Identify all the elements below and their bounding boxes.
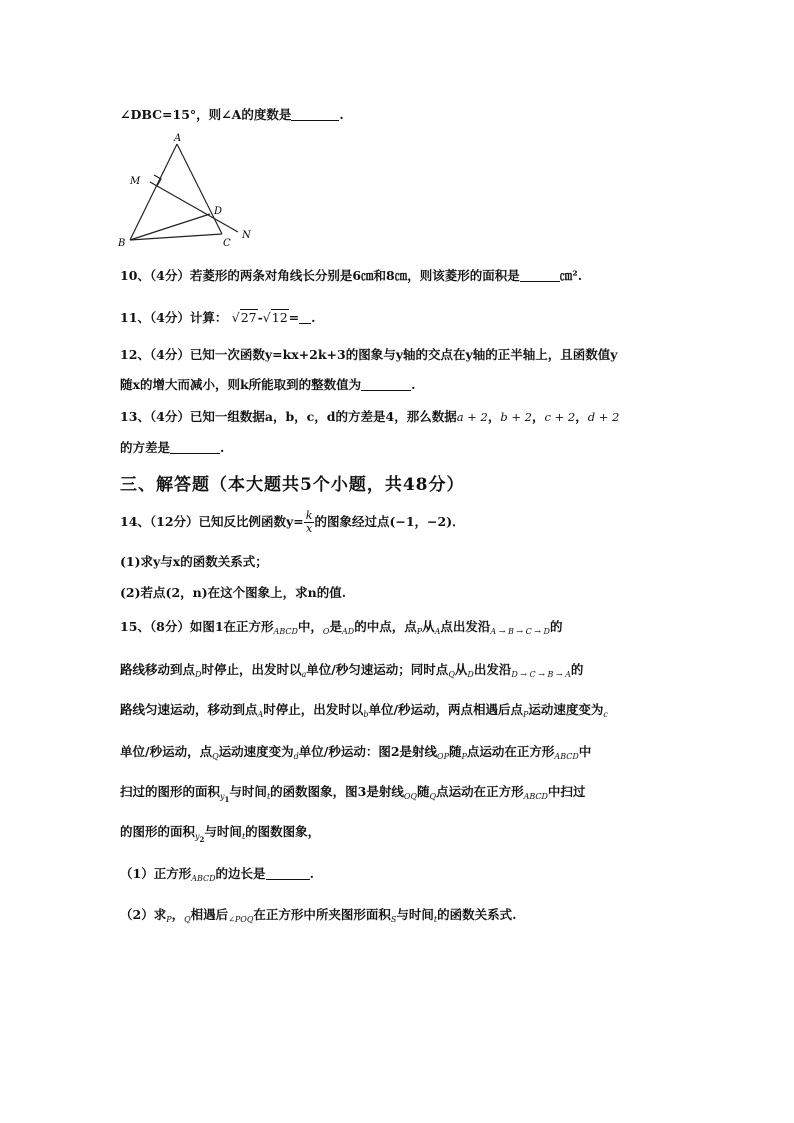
label-m: M — [130, 176, 141, 187]
q13-text-2: 的方差是 — [120, 440, 171, 455]
t: 中， — [297, 619, 323, 634]
t: 随 — [416, 784, 430, 799]
t: 从 — [422, 619, 435, 634]
expr-b: b + 2 — [500, 410, 532, 424]
t: . — [309, 866, 314, 881]
t: 路线匀速运动，移动到点 — [120, 702, 258, 717]
var-s: S — [390, 915, 397, 924]
t: 在正方形中所夹图形面积 — [253, 907, 391, 922]
q11 — [120, 308, 316, 326]
t: 的 — [570, 662, 584, 677]
t: 的图数图象， — [245, 824, 321, 839]
var-p: P — [523, 710, 529, 719]
q10 — [120, 266, 582, 284]
var-ad: AD — [341, 627, 355, 636]
q11-text: 计算： — [189, 310, 228, 325]
var-p: P — [166, 915, 172, 924]
t: 点出发沿 — [440, 619, 491, 634]
t: 的图形的面积 — [120, 824, 196, 839]
sqrt-27: √27 — [231, 310, 257, 325]
var-a: A — [434, 627, 441, 636]
t: 的中点，点 — [354, 619, 417, 634]
section-title: 三、解答题（本大题共5个小题，共48分） — [120, 475, 465, 495]
var-abcd: ABCD — [554, 752, 579, 761]
q11-number: 11、（4分） — [120, 310, 190, 325]
t: 中 — [578, 744, 592, 759]
expr-d: d + 2 — [587, 410, 620, 424]
q15-line1 — [120, 617, 562, 636]
t: 与时间 — [204, 824, 242, 839]
var-q: Q — [429, 792, 437, 801]
var-op: OP — [437, 752, 449, 761]
expr-c: c + 2 — [544, 410, 576, 424]
t: 单位/秒运动，两点相遇后点 — [368, 702, 524, 717]
label-c: C — [223, 238, 231, 249]
t: 中扫过 — [547, 784, 586, 799]
q14-text: 14、（12分）已知反比例函数y= — [120, 514, 304, 529]
q9-text: ∠DBC=15°，则∠A的度数是 — [120, 107, 292, 122]
var-d: D — [467, 670, 474, 679]
var-b: b — [363, 710, 369, 719]
var-q: Q — [448, 670, 455, 679]
triangle-figure — [110, 130, 260, 250]
subscript-2: 2 — [199, 835, 205, 844]
t: 时停止，出发时以 — [201, 662, 302, 677]
line-mn — [150, 182, 238, 232]
t: 与时间 — [396, 907, 434, 922]
t: 点运动在正方形 — [436, 784, 524, 799]
t: 运动速度变为 — [528, 702, 604, 717]
answer-blank — [520, 270, 560, 282]
q14 — [120, 510, 465, 535]
side-ab — [130, 144, 177, 240]
angle-poq: ∠POQ — [228, 915, 254, 924]
var-p: P — [461, 752, 467, 761]
q11-end: . — [311, 310, 316, 325]
label-n: N — [242, 230, 251, 241]
var-t: t — [433, 915, 438, 924]
t: 从 — [454, 662, 468, 677]
q13-end: . — [220, 440, 225, 455]
var-oq: OQ — [403, 792, 417, 801]
q13-line1 — [120, 407, 619, 425]
q13-text: 13、（4分）已知一组数据a，b，c，d的方差是4，那么数据 — [120, 409, 457, 424]
q14-part1: (1)求y与x的函数关系式； — [120, 554, 268, 569]
t: 扫过的图形的面积 — [120, 784, 221, 799]
var-q: Q — [184, 915, 191, 924]
t: 是 — [329, 619, 342, 634]
path-abcd: A → B → C → D — [490, 627, 550, 636]
answer-blank — [299, 312, 311, 324]
t: 的 — [549, 619, 563, 634]
t: 出发沿 — [473, 662, 512, 677]
q9-end: . — [339, 107, 344, 122]
frac-numerator: k — [305, 509, 313, 522]
side-ac — [177, 144, 222, 234]
sqrt-12: √12 — [262, 310, 288, 325]
q12-end: . — [411, 377, 416, 392]
radicand-12: 12 — [271, 310, 288, 325]
q12-line2 — [120, 375, 415, 393]
minus-sign: - — [257, 310, 263, 325]
answer-blank — [266, 868, 310, 880]
var-t: t — [241, 832, 246, 841]
t: 点运动在正方形 — [466, 744, 555, 759]
q15-line3 — [120, 700, 608, 719]
var-abcd: ABCD — [273, 627, 298, 636]
var-y: y — [195, 832, 200, 841]
t: 相遇后 — [190, 907, 229, 922]
answer-blank — [170, 442, 220, 454]
t: 时停止，出发时以 — [263, 702, 364, 717]
var-d-speed: d — [293, 752, 299, 761]
t: ， — [171, 907, 185, 922]
var-y: y — [220, 792, 225, 801]
t: （1）正方形 — [120, 866, 192, 881]
q13-line2 — [120, 438, 224, 456]
var-o: O — [322, 627, 330, 636]
q15-line2 — [120, 660, 583, 679]
equals-sign: = — [288, 310, 300, 325]
subscript-1: 1 — [224, 795, 230, 804]
t: 与时间 — [229, 784, 267, 799]
t: 单位/秒匀速运动；同时点 — [306, 662, 449, 677]
label-b: B — [118, 238, 126, 249]
q15-part1 — [120, 864, 314, 883]
q15-line4 — [120, 742, 591, 761]
answer-blank — [361, 379, 411, 391]
frac-denominator: x — [306, 522, 313, 535]
answer-blank — [291, 109, 339, 121]
var-abcd: ABCD — [523, 792, 548, 801]
var-d: D — [195, 670, 202, 679]
t: 15、（8分）如图1在正方形 — [120, 619, 274, 634]
fraction-k-over-x — [304, 510, 315, 535]
t: 运动速度变为 — [218, 744, 294, 759]
q10-text: 若菱形的两条对角线长分别是6㎝和8㎝，则该菱形的面积是 — [189, 268, 520, 283]
var-p: P — [416, 627, 423, 636]
label-a: A — [174, 133, 182, 144]
sep: ， — [575, 409, 588, 424]
q9-tail — [120, 105, 344, 123]
t: （2）求 — [120, 907, 167, 922]
var-a-speed: a — [301, 670, 307, 679]
label-d: D — [214, 206, 223, 217]
q10-unit: ㎝². — [559, 268, 583, 283]
t: 路线移动到点 — [120, 662, 196, 677]
sep: ， — [532, 409, 545, 424]
q14-part2: (2)若点(2，n)在这个图象上，求n的值. — [120, 585, 347, 600]
t: 单位/秒运动：图2是射线 — [298, 744, 438, 759]
var-abcd: ABCD — [191, 874, 216, 883]
t: 的边长是 — [215, 866, 266, 881]
var-t: t — [266, 792, 271, 801]
expr-a: a + 2 — [456, 410, 488, 424]
sep: ， — [487, 409, 501, 424]
q15-part2 — [120, 905, 516, 924]
var-a: A — [257, 710, 264, 719]
var-q: Q — [212, 752, 219, 761]
q15-line5 — [120, 782, 585, 804]
q14-rest: 的图象经过点(−1，−2)． — [314, 514, 465, 529]
q10-number: 10、（4分） — [120, 268, 190, 283]
q12-line1: 12、（4分）已知一次函数y=kx+2k+3的图象与y轴的交点在y轴的正半轴上，且函数值y — [120, 347, 618, 362]
path-dcba: D → C → B → A — [511, 670, 571, 679]
q15-line6 — [120, 822, 320, 844]
var-c: c — [603, 710, 608, 719]
t: 的函数图象，图3是射线 — [270, 784, 404, 799]
q12-text: 随x的增大而减小，则k所能取到的整数值为 — [120, 377, 362, 392]
t: 的函数关系式. — [437, 907, 517, 922]
radicand-27: 27 — [240, 310, 257, 325]
t: 单位/秒运动，点 — [120, 744, 213, 759]
t: 随 — [449, 744, 462, 759]
